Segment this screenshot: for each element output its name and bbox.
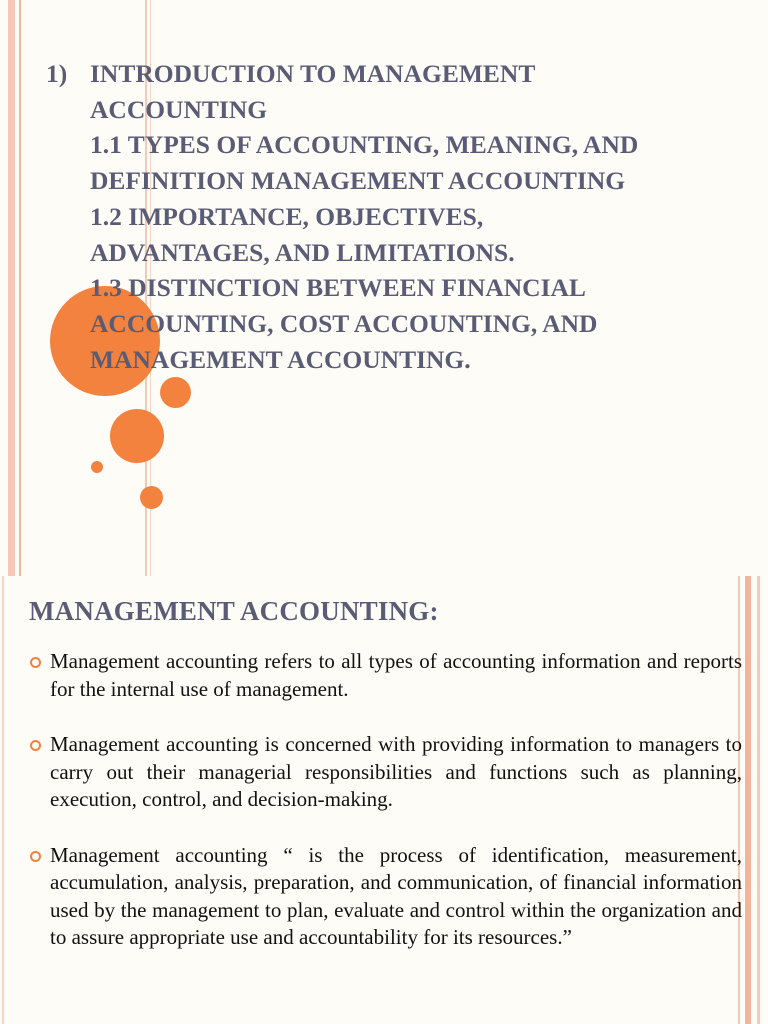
decor-circle-medium: [110, 409, 164, 463]
bullet-text: Management accounting refers to all types of accounting information and reports for the internal use of management.: [50, 649, 742, 701]
topic-line: ACCOUNTING: [90, 94, 268, 124]
decor-stripe: [8, 0, 15, 576]
slide-title: MANAGEMENT ACCOUNTING:: [29, 596, 439, 626]
decor-stripe: [757, 576, 760, 1024]
decor-stripe: [2, 576, 4, 1024]
bullet-text: Management accounting “ is the process of identification, measurement, accumulation, analysis, preparation, and communication, of financial information used by the management to plan, evaluate and control within the organization and to assure appropriate use and accountability for its resources.”: [50, 842, 742, 949]
topic-line: INTRODUCTION TO MANAGEMENT: [90, 59, 536, 88]
decor-circle-small: [140, 486, 163, 509]
topic-line: 1.1 TYPES OF ACCOUNTING, MEANING, AND: [90, 130, 639, 160]
bullet-list: [30, 648, 742, 980]
decor-circle-tiny: [91, 461, 103, 473]
topic-line: DEFINITION MANAGEMENT ACCOUNTING: [90, 166, 626, 196]
bullet-circle-icon: [30, 851, 41, 862]
topic-number: 1): [46, 59, 68, 88]
decor-circle-small: [160, 377, 191, 408]
bullet-text: Management accounting is concerned with providing information to managers to carry out their managerial responsibilities and functions such as planning, execution, control, and decision-making.: [50, 732, 742, 811]
topic-list: [46, 56, 746, 377]
decor-stripe: [19, 0, 21, 576]
bullet-item: [30, 842, 742, 952]
bullet-circle-icon: [30, 657, 41, 668]
topic-line: MANAGEMENT ACCOUNTING.: [90, 344, 471, 374]
topic-text: [90, 56, 746, 377]
topic-line: 1.2 IMPORTANCE, OBJECTIVES,: [90, 201, 484, 231]
topic-line: 1.3 DISTINCTION BETWEEN FINANCIAL: [90, 273, 586, 303]
topic-line: ADVANTAGES, AND LIMITATIONS.: [90, 237, 515, 267]
decor-stripe: [745, 576, 751, 1024]
topic-line: ACCOUNTING, COST ACCOUNTING, AND: [90, 308, 598, 338]
bullet-item: [30, 731, 742, 814]
bullet-item: [30, 648, 742, 703]
bullet-circle-icon: [30, 740, 41, 751]
